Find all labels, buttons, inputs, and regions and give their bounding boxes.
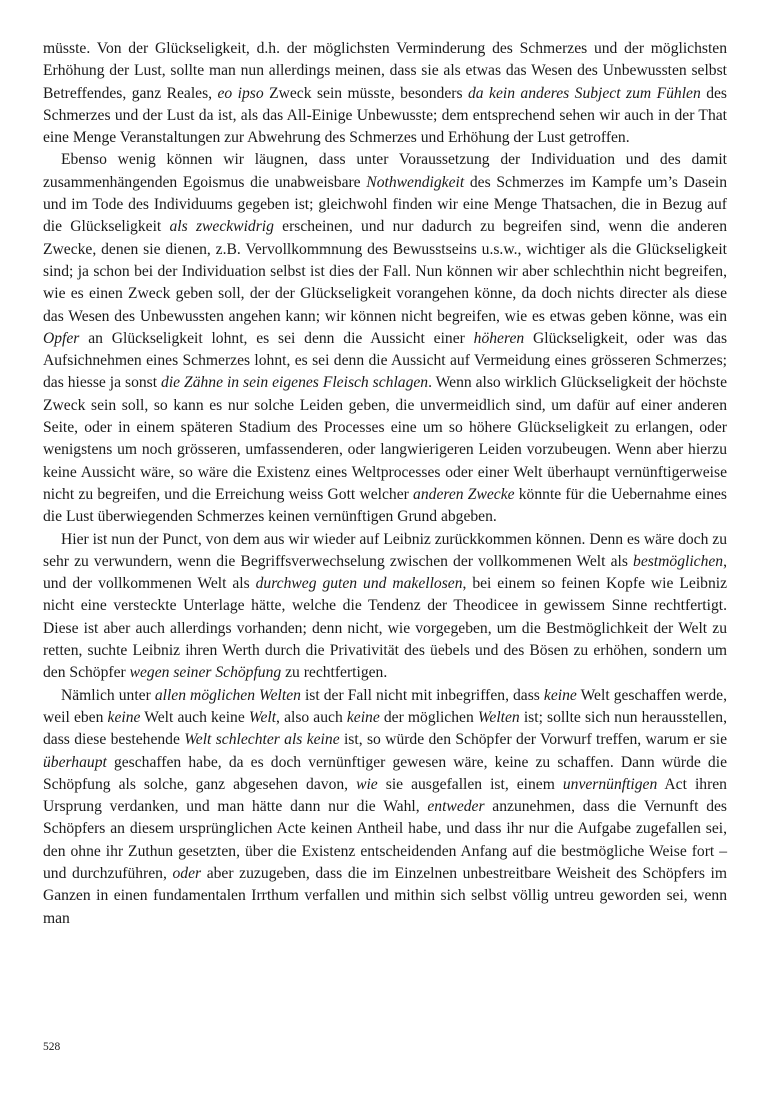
body-text: Glückseligkeit, oder was das Aufsichnehmen eines Schmerzes lohnt, es sei denn die Aussicht auf Vermeidung eines grösseren Schmerzes; das hiesse ja sonst [43, 329, 728, 392]
body-text: Hier ist nun der Punct, von dem aus wir wieder auf Leibniz zurückkommen können. Denn es wäre doch zu sehr zu verwundern, wenn die Begriffsverwechselung zwischen der vollkommenen Welt als [43, 530, 728, 570]
body-text: Act ihren Ursprung verdanken, und man hätte dann nur die Wahl, [43, 775, 727, 816]
paragraph-2 [43, 149, 727, 528]
italic-text: Opfer [43, 329, 80, 347]
body-text: ist der Fall nicht mit inbegriffen, dass [300, 686, 544, 704]
body-text: , und der vollkommenen Welt als [43, 552, 727, 593]
italic-text: Welt schlechter als keine [184, 731, 340, 749]
italic-text: allen möglichen Welten [154, 686, 301, 704]
italic-text: entweder [427, 798, 485, 816]
body-text: aber zuzugeben, dass die im Einzelnen unbestreitbare Weisheit des Schöpfers im Ganzen in einen fundamentalen Irrthum verfallen und mithin sich selbst völlig untreu geworden sei, wenn man [43, 864, 727, 927]
body-text: Ebenso wenig können wir läugnen, dass unter Voraussetzung der Individuation und des damit zusammenhängenden Egoismus die unabweisbare [43, 151, 727, 191]
italic-text: die Zähne in sein eigenes Fleisch schlagen [161, 374, 429, 392]
italic-text: als zweckwidrig [169, 218, 274, 236]
body-text: erscheinen, und nur dadurch zu begreifen sind, wenn die anderen Zwecke, denen sie dienen, z.B. Vervollkommnung des Bewusstseins u.s.w., wichtiger als die Glückseligkeit sind; ja schon bei der Individuation selbst ist dies der Fall. Nun können wir aber schlechthin nicht begreifen, wie es einen Zweck geben soll, der der Glückseligkeit vorangehen könne, da doch nichts directer als diese das Wesen des Unbewussten angehen kann; wir können nicht begreifen, wie es etwas geben könne, was ein [43, 218, 727, 325]
page-body [43, 38, 727, 930]
body-text: müsste. Von der Glückseligkeit, d.h. der möglichsten Verminderung des Schmerzes und der möglichsten Erhöhung der Lust, sollte man nun allerdings meinen, dass sie als etwas das Wesen des Unbewussten selbst Betreffendes, ganz Reales, [43, 40, 727, 102]
italic-text: Welten [477, 708, 520, 726]
body-text: , also auch [276, 708, 347, 726]
italic-text: da kein anderes Subject zum Fühlen [467, 84, 701, 102]
italic-text: Nothwendigkeit [366, 173, 465, 191]
italic-text: eo ipso [217, 84, 264, 102]
page-number: 528 [43, 1041, 61, 1053]
italic-text: wie [356, 775, 378, 793]
italic-text: keine [107, 708, 141, 726]
italic-text: bestmöglichen [633, 552, 724, 570]
italic-text: anderen Zwecke [413, 485, 515, 503]
italic-text: unvernünftigen [562, 775, 658, 793]
body-text: anzunehmen, dass die Vernunft des Schöpfers an diesem ursprünglichen Acte keinen Antheil habe, und dass ihr nur die Aufgabe zugefallen sei, den ohne ihr Zuthun gesetzten, über die Existenz entscheidenden Anfang auf die bestmögliche Weise fort – und durchzuführen, [43, 798, 727, 882]
body-text: Nämlich unter [61, 686, 155, 704]
body-text: der möglichen [379, 708, 478, 726]
body-text: des Schmerzes im Kampfe um’s Dasein und im Tode des Individuums gegeben ist; gleichwohl finden wir eine Menge Thatsachen, die in Bezug auf die Glückseligkeit [43, 173, 727, 236]
body-text: Welt auch keine [140, 708, 249, 726]
body-text: . Wenn also wirklich Glückseligkeit der höchste Zweck sein soll, so kann es nur solche Leiden geben, die unvermeidlich sind, um dafür auf einer anderen Seite, oder in einem späteren Stadium des Processes eine um so höhere Glückseligkeit zu erlangen, oder wenigstens um noch grösseren, umfassenderen, oder langwierigeren Leiden vorzubeugen. Wenn aber hierzu keine Aussicht wäre, so wäre die Existenz eines Weltprocesses oder einer Welt überhaupt vernünftigerweise nicht zu begreifen, und die Erreichung weiss Gott welcher [43, 374, 727, 503]
body-text: könnte für die Uebernahme eines die Lust überwiegenden Schmerzes keinen vernünftigen Grund abgeben. [43, 485, 727, 526]
italic-text: keine [543, 686, 577, 704]
body-text: ist, so würde den Schöpfer der Vorwurf treffen, warum er sie [339, 731, 728, 749]
body-text: Welt geschaffen werde, weil eben [43, 686, 727, 726]
body-text: sie ausgefallen ist, einem [377, 775, 563, 793]
body-text: geschaffen habe, da es doch vernünftiger gewesen wäre, keine zu schaffen. Dann würde die Schöpfung als solche, ganz abgesehen davon, [43, 753, 727, 793]
body-text: zu rechtfertigen. [281, 664, 388, 682]
body-text: , bei einem so feinen Kopfe wie Leibniz nicht eine versteckte Unterlage hätte, welche die Tendenz der Theodicee in gewissem Sinne rechtfertigt. Diese ist aber auch allerdings vorhanden; denn nicht, wie vorgegeben, um die Bestmöglichkeit der Welt zu retten, suchte Leibniz ihren Werth durch die Privativität des üebels und des Bösen zu erhöhen, sondern um den Schöpfer [43, 575, 727, 682]
body-text: des Schmerzes und der Lust da ist, als das All-Einige Unbewusste; dem entsprechend sehen wir auch in der That eine Menge Veranstaltungen zur Abwehrung des Schmerzes und Erhöhung der Lust getroffen. [43, 84, 727, 147]
paragraph-1 [43, 38, 727, 149]
italic-text: keine [346, 708, 380, 726]
italic-text: durchweg guten und makellosen [255, 575, 463, 593]
paragraph-3 [43, 529, 727, 685]
italic-text: oder [172, 864, 202, 882]
body-text: an Glückseligkeit lohnt, es sei denn die Aussicht einer [79, 329, 474, 347]
italic-text: überhaupt [43, 753, 107, 771]
italic-text: höheren [473, 329, 525, 347]
body-text: ist; sollte sich nun herausstellen, dass diese bestehende [43, 708, 727, 749]
italic-text: Welt [248, 708, 277, 726]
body-text: Zweck sein müsste, besonders [263, 84, 468, 102]
italic-text: wegen seiner Schöpfung [129, 664, 282, 682]
paragraph-4 [43, 685, 727, 930]
